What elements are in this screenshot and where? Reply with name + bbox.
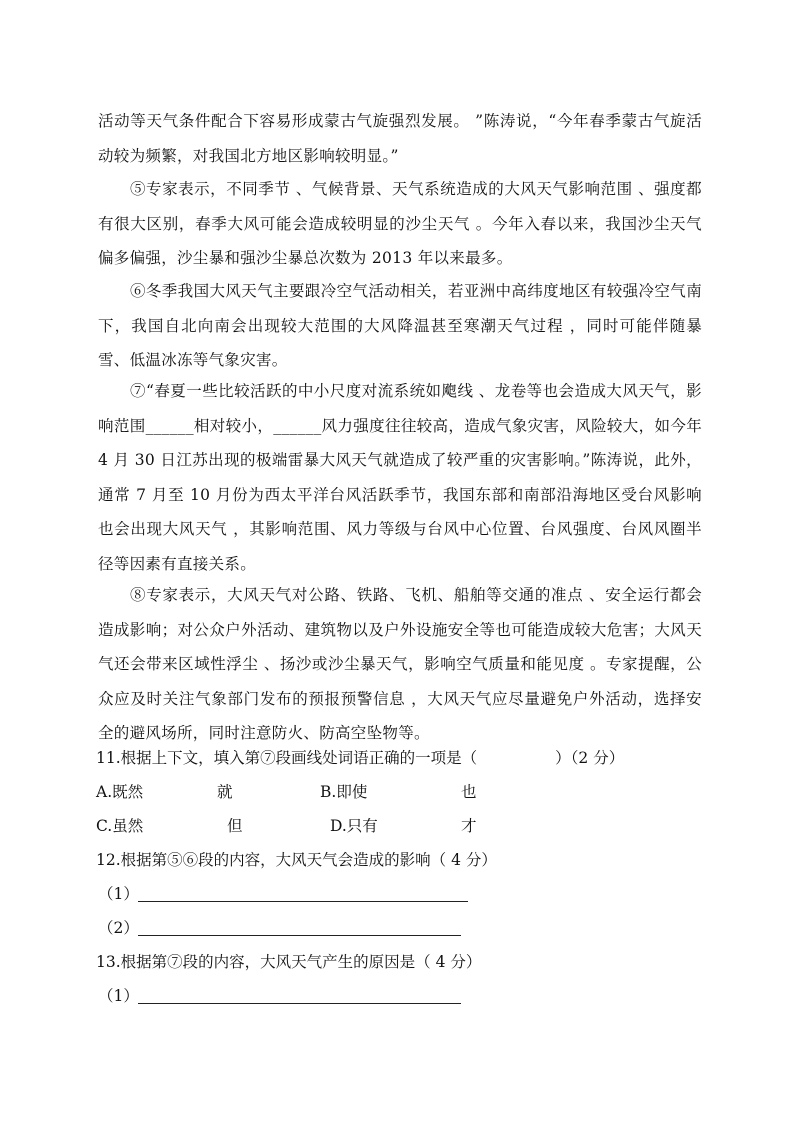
option-b-label: B.即使	[320, 783, 368, 801]
paragraph-7: ⑦“春夏一些比较活跃的中小尺度对流系统如飑线 、龙卷等也会造成大风天气，影响范围______相对较小，______风力强度往往较高，造成气象灾害，风险较大，如今年 4 月 30 日江苏出现的极端雷暴大风天气就造成了较严重的灾害影响。”陈涛说，此外， 通常 7 月至 10 月份为西太平洋台风活跃季节，我国东部和南部沿海地区受台风影响也会出现大风天气 ，其影响范围、风力等级与台风中心位置、台风强度、台风风圈半径等因素有直接关系。	[98, 382, 702, 573]
option-b-word2: 也	[461, 783, 477, 801]
paragraph-continued: 活动等天气条件配合下容易形成蒙古气旋强烈发展。 ”陈涛说，“今年春季蒙古气旋活动较为频繁，对我国北方地区影响较明显。”	[98, 112, 702, 165]
paragraph-6: ⑥冬季我国大风天气主要跟冷空气活动相关，若亚洲中高纬度地区有较强冷空气南下，我国自北向南会出现较大范围的大风降温甚至寒潮天气过程 ，同时可能伴随暴雪、低温冰冻等气象灾害。	[98, 282, 702, 369]
question-13-stem: 13.根据第⑦段的内容，大风天气产生的原因是（ 4 分）	[96, 953, 482, 971]
option-c-word2: 但	[227, 817, 243, 835]
option-a-label: A.既然	[96, 783, 144, 801]
option-d-word2: 才	[461, 817, 477, 835]
question-11-stem-end: ）（2 分）	[555, 749, 625, 767]
question-12-item-1-label: （1）	[98, 885, 139, 903]
paragraph-8: ⑧专家表示，大风天气对公路、铁路、飞机、船舶等交通的准点 、安全运行都会造成影响；对公众户外活动、建筑物以及户外设施安全等也可能造成较大危害；大风天气还会带来区域性浮尘 、扬沙或沙尘暴天气，影响空气质量和能见度 。专家提醒，公众应及时关注气象部门发布的预报预警信息 ，大风天气应尽量避免户外活动，选择安全的避风场所，同时注意防火、防高空坠物等。	[98, 586, 702, 742]
question-13-item-1-label: （1）	[98, 987, 139, 1005]
question-12-item-2-label: （2）	[98, 919, 139, 937]
paragraph-5: ⑤专家表示，不同季节 、气候背景、天气系统造成的大风天气影响范围 、强度都有很大区别，春季大风可能会造成较明显的沙尘天气 。今年入春以来，我国沙尘天气偏多偏强，沙尘暴和强沙尘暴总次数为 2013 年以来最多。	[98, 180, 702, 267]
option-a-word2: 就	[217, 783, 233, 801]
question-11-stem-text: 11.根据上下文，填入第⑦段画线处词语正确的一项是（	[96, 749, 478, 767]
question-12-stem: 12.根据第⑤⑥段的内容，大风天气会造成的影响（ 4 分）	[96, 851, 497, 869]
question-12-answer-line-2[interactable]	[138, 935, 461, 936]
option-c-label: C.虽然	[96, 817, 144, 835]
question-11-stem	[96, 748, 624, 768]
question-12-answer-line-1[interactable]	[138, 901, 468, 902]
option-d-label: D.只有	[330, 817, 378, 835]
question-13-answer-line-1[interactable]	[138, 1003, 461, 1004]
